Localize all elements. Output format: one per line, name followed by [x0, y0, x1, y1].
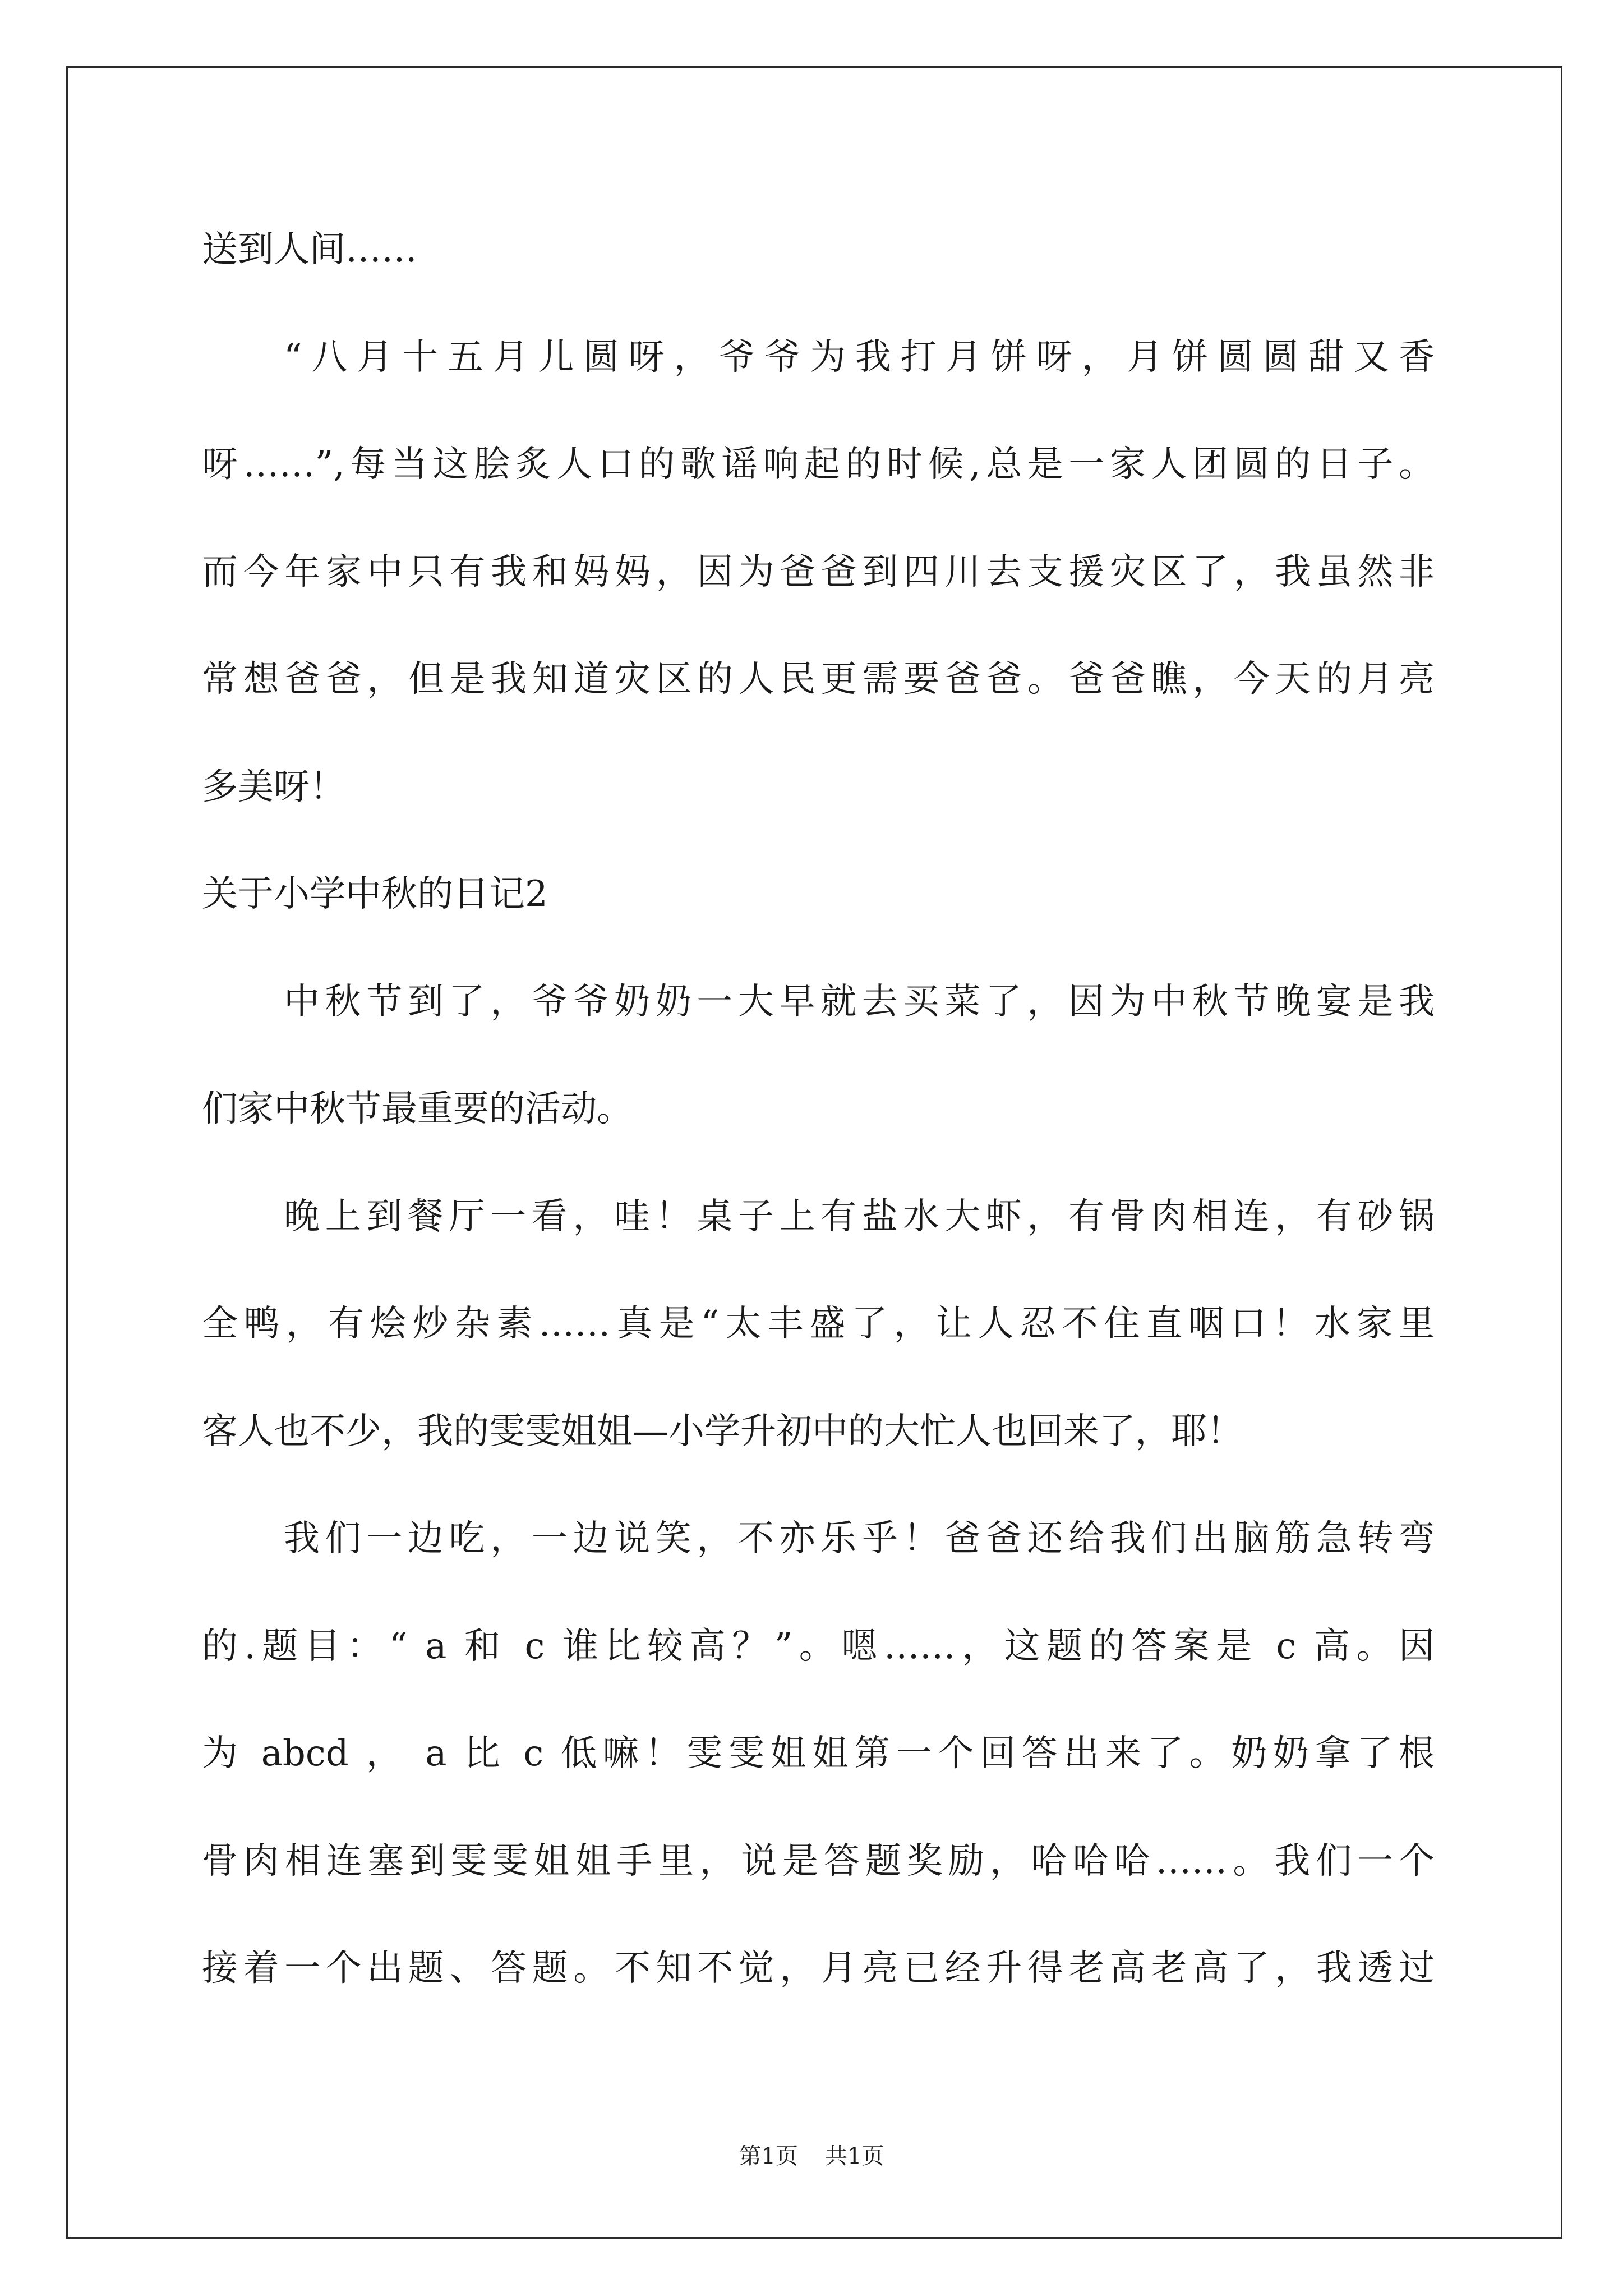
paragraph-line: 中秋节到了，爷爷奶奶一大早就去买菜了，因为中秋节晚宴是我	[284, 981, 1435, 1023]
heading-line: 关于小学中秋的日记2	[202, 873, 548, 915]
paragraph-line: 晚上到餐厅一看，哇！桌子上有盐水大虾，有骨肉相连，有砂锅	[284, 1195, 1435, 1237]
page-total: 共1页	[825, 2143, 884, 2169]
paragraph-line: 多美呀！	[202, 766, 345, 808]
paragraph-continued	[202, 196, 1435, 304]
paragraph-line: 的.题目：“ a 和 c 谁比较高？”。嗯……，这题的答案是 c 高。因	[202, 1625, 1435, 1667]
paragraph-line: 骨肉相连塞到雯雯姐姐手里，说是答题奖励，哈哈哈……。我们一个	[202, 1840, 1435, 1882]
paragraph-line: 常想爸爸，但是我知道灾区的人民更需要爸爸。爸爸瞧，今天的月亮	[202, 659, 1435, 700]
paragraph-line: 客人也不少，我的雯雯姐姐—小学升初中的大忙人也回来了，耶！	[202, 1410, 1243, 1452]
paragraph-dinner	[202, 1163, 1435, 1486]
paragraph-riddles	[202, 1485, 1435, 2023]
page-footer	[0, 2139, 1623, 2173]
diary-heading	[202, 841, 1435, 949]
paragraph-line: 为 abcd ， a 比 c 低嘛！雯雯姐姐第一个回答出来了。奶奶拿了根	[202, 1733, 1435, 1774]
paragraph-intro	[202, 949, 1435, 1163]
paragraph-song	[202, 304, 1435, 841]
page-number: 第1页	[739, 2143, 798, 2169]
paragraph-line: 我们一边吃，一边说笑，不亦乐乎！爸爸还给我们出脑筋急转弯	[284, 1518, 1435, 1559]
paragraph-line: 送到人间……	[202, 229, 417, 270]
document-body	[202, 196, 1435, 2023]
paragraph-line: 们家中秋节最重要的活动。	[202, 1088, 633, 1130]
paragraph-line: 呀……”,每当这脍炙人口的歌谣响起的时候,总是一家人团圆的日子。	[202, 444, 1435, 485]
paragraph-line: 接着一个出题、答题。不知不觉，月亮已经升得老高老高了，我透过	[202, 1948, 1435, 1989]
paragraph-line: “八月十五月儿圆呀，爷爷为我打月饼呀，月饼圆圆甜又香	[284, 336, 1435, 378]
paragraph-line: 而今年家中只有我和妈妈，因为爸爸到四川去支援灾区了，我虽然非	[202, 551, 1435, 593]
paragraph-line: 全鸭，有烩炒杂素……真是“太丰盛了，让人忍不住直咽口！水家里	[202, 1303, 1435, 1345]
